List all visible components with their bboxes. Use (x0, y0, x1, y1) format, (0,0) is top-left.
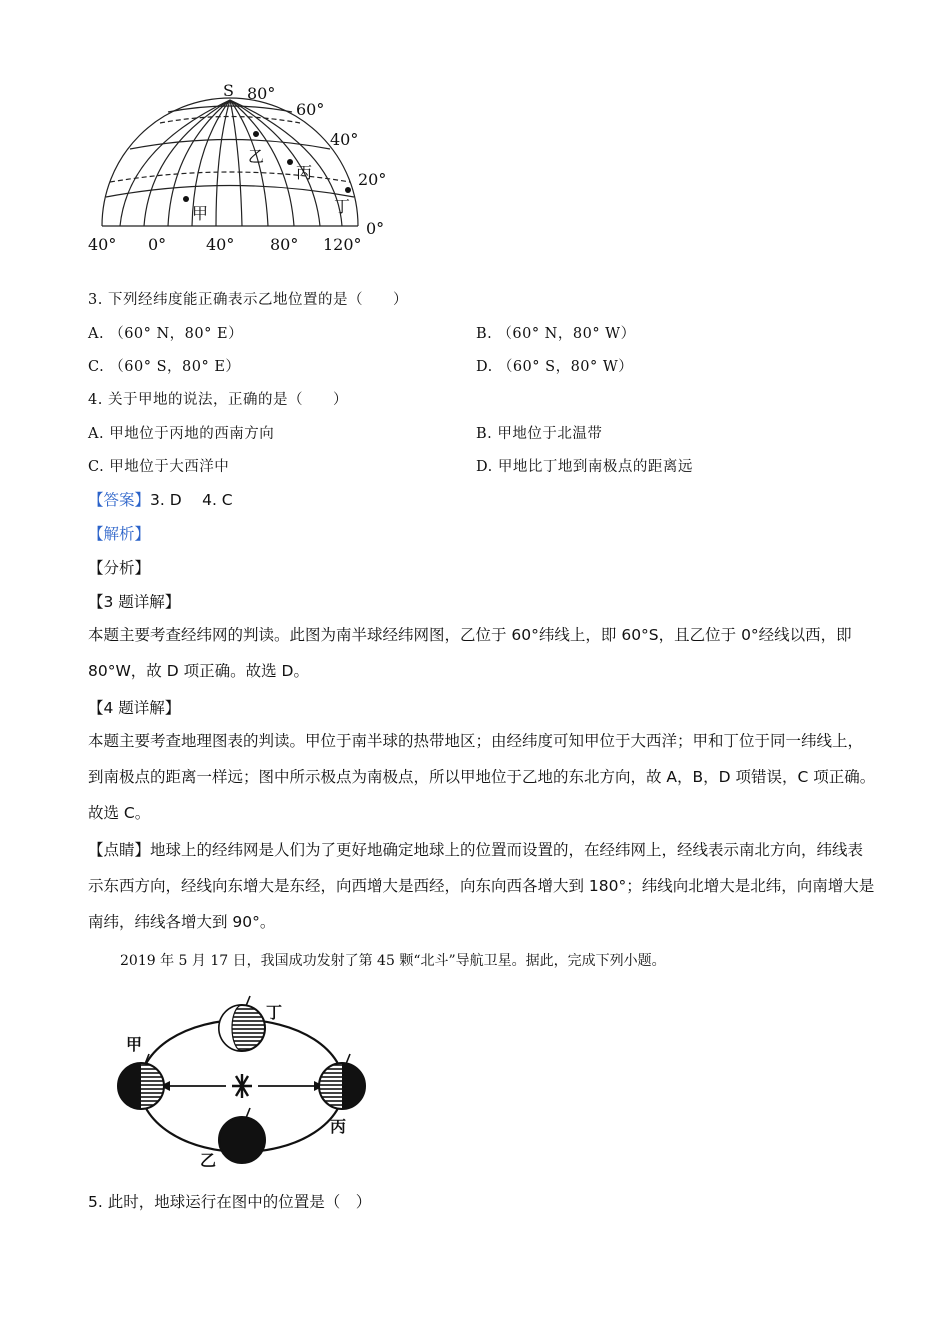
q3-option-b[interactable]: B. （60° N，80° W） (476, 326, 636, 342)
q4-option-b[interactable]: B. 甲地位于北温带 (476, 426, 603, 442)
q3-option-d[interactable]: D. （60° S，80° W） (476, 359, 634, 375)
lon-label-80: 80° (270, 235, 299, 254)
orbit-label-jia: 甲 (126, 1035, 143, 1054)
point-yi (253, 131, 259, 137)
point-label-jia: 甲 (192, 204, 209, 223)
point-label-yi: 乙 (248, 147, 265, 166)
meridian-6 (230, 100, 242, 226)
point-jia (183, 196, 189, 202)
lon-label-0: 0° (148, 235, 167, 254)
point-bing (287, 159, 293, 165)
dashed-parallel-high (160, 117, 300, 124)
point-label-bing: 丙 (296, 163, 313, 182)
orbit-label-ding: 丁 (266, 1003, 283, 1022)
detail-3-title: 【3 题详解】 (88, 593, 181, 611)
globe-yi (219, 1108, 265, 1163)
dianjing-paragraph (88, 832, 878, 940)
dianjing-text: 地球上的经纬网是人们为了更好地确定地球上的位置而设置的，在经纬网上，经线表示南北方向，纬线表示东西方向，经线向东增大是东经，向西增大是西经，向东向西各增大到 180°；纬线向北增大是北纬，向南增大是南纬，纬线各增大到 90°。 (88, 841, 875, 931)
globe-jia (118, 1054, 164, 1109)
q4-option-c[interactable]: C. 甲地位于大西洋中 (88, 459, 230, 475)
lat-label-20: 20° (358, 170, 387, 189)
point-label-ding: 丁 (334, 197, 351, 216)
dianjing-tag: 【点睛】 (88, 841, 151, 859)
answer-tag: 【答案】 (88, 491, 151, 509)
pole-label: S (223, 81, 234, 100)
q4-option-d[interactable]: D. 甲地比丁地到南极点的距离远 (476, 459, 693, 475)
fenxi-tag: 【分析】 (88, 559, 151, 577)
detail-3-text: 本题主要考查经纬网的判读。此图为南半球经纬网图，乙位于 60°纬线上，即 60°S，且乙位于 0°经线以西，即 80°W，故 D 项正确。故选 D。 (88, 626, 852, 680)
sun-icon (232, 1074, 252, 1098)
lon-label-120: 120° (323, 235, 362, 254)
meridian-1 (120, 100, 230, 226)
answer-line (88, 488, 233, 510)
point-ding (345, 187, 351, 193)
answer-text: 3. D 4. C (150, 491, 233, 509)
analysis-tag: 【解析】 (88, 525, 151, 543)
orbit-figure (108, 990, 378, 1170)
lon-label-40w: 40° (88, 235, 117, 254)
lat-label-60: 60° (296, 100, 325, 119)
parallel-70 (168, 106, 292, 112)
globe-bing (319, 1054, 365, 1109)
meridian-10 (230, 100, 342, 226)
parallel-10 (106, 186, 354, 198)
orbit-label-yi: 乙 (200, 1151, 217, 1170)
intro-text: 2019 年 5 月 17 日，我国成功发射了第 45 颗“北斗”导航卫星。据此，完成下列小题。 (120, 953, 666, 969)
q4-stem: 4. 关于甲地的说法，正确的是（ ） (88, 392, 348, 408)
detail-4-text: 本题主要考查地理图表的判读。甲位于南半球的热带地区；由经纬度可知甲位于大西洋；甲和丁位于同一纬线上，到南极点的距离一样远；图中所示极点为南极点，所以甲地位于乙地的东北方向，故 A，B，D 项错误，C 项正确。故选 C。 (88, 732, 876, 822)
q5-stem: 5. 此时，地球运行在图中的位置是（ ） (88, 1193, 372, 1211)
lon-label-40e: 40° (206, 235, 235, 254)
dashed-parallel-low (110, 172, 350, 182)
orbit-label-bing: 丙 (330, 1117, 347, 1136)
lat-label-80: 80° (247, 84, 276, 103)
graticule-figure (80, 78, 410, 258)
lat-label-0: 0° (366, 219, 385, 238)
detail-4-title: 【4 题详解】 (88, 699, 181, 717)
q3-option-a[interactable]: A. （60° N，80° E） (88, 326, 244, 342)
globe-ding (219, 996, 265, 1051)
lat-label-40: 40° (330, 130, 359, 149)
q3-stem: 3. 下列经纬度能正确表示乙地位置的是（ ） (88, 292, 408, 308)
q4-option-a[interactable]: A. 甲地位于丙地的西南方向 (88, 426, 275, 442)
q3-option-c[interactable]: C. （60° S，80° E） (88, 359, 241, 375)
